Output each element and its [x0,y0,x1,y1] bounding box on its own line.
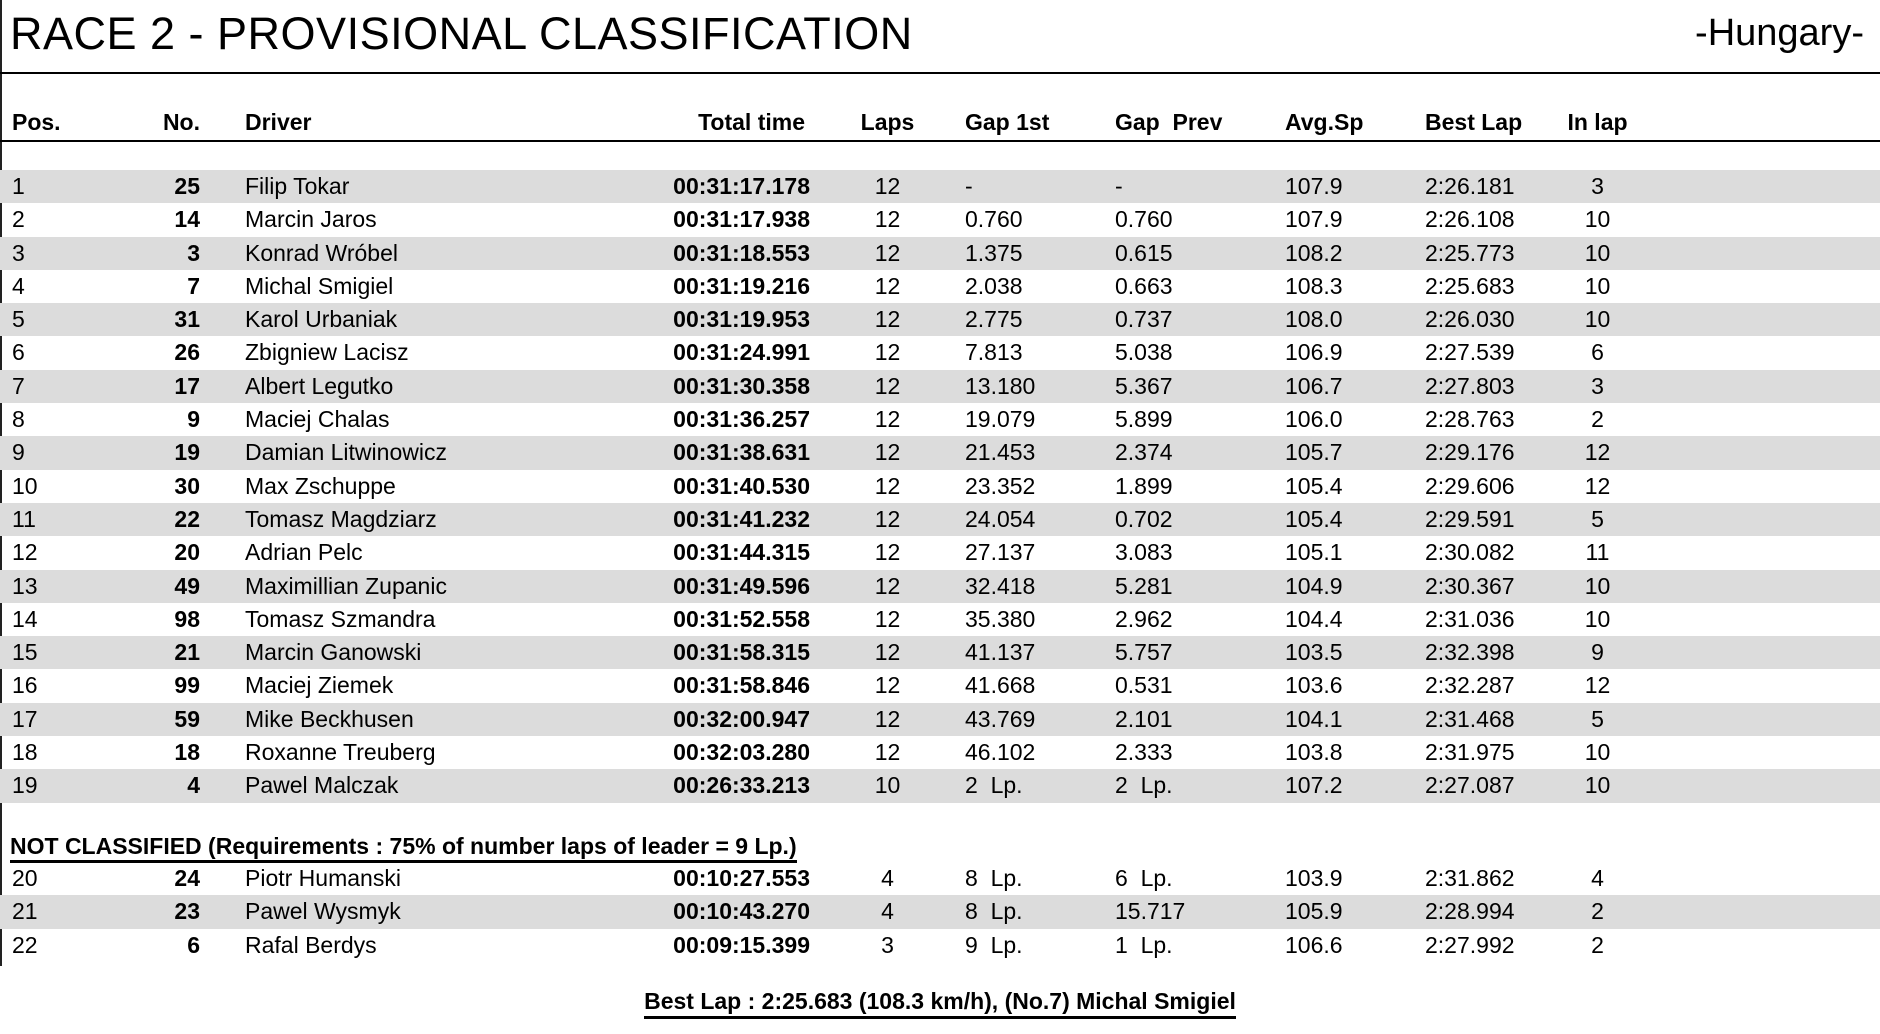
cell-inlap: 10 [1584,739,1611,766]
cell-no: 59 [174,705,200,732]
cell-gap1: 13.180 [965,372,1036,399]
cell-total: 00:31:17.938 [673,206,810,233]
cell-best: 2:27.803 [1425,372,1515,399]
cell-avg: 107.9 [1285,206,1343,233]
cell-laps: 12 [874,539,901,566]
cell-avg: 107.9 [1285,173,1343,199]
cell-driver: Damian Litwinowicz [245,439,447,466]
col-header-pos: Pos. [12,109,61,135]
cell-pos: 20 [12,865,38,891]
cell-pos: 11 [12,505,36,532]
cell-pos: 1 [12,173,25,199]
cell-gapp: 5.367 [1115,372,1173,399]
cell-total: 00:10:43.270 [673,898,810,925]
cell-no: 4 [187,772,200,799]
cell-inlap: 10 [1584,605,1611,632]
cell-best: 2:32.287 [1425,672,1515,699]
cell-avg: 103.6 [1285,672,1343,699]
cell-laps: 4 [881,865,894,891]
cell-total: 00:31:52.558 [673,605,810,632]
cell-total: 00:31:36.257 [673,406,810,433]
cell-inlap: 10 [1584,206,1611,233]
table-row [0,370,1880,403]
cell-total: 00:31:38.631 [673,439,810,466]
cell-total: 00:31:17.178 [673,173,810,199]
cell-avg: 106.9 [1285,339,1343,366]
not-classified-rows [0,862,1880,962]
cell-best: 2:30.082 [1425,539,1515,566]
col-header-in-lap: In lap [1567,109,1628,135]
table-row [0,570,1880,603]
cell-gap1: 2 Lp. [965,772,1023,799]
cell-pos: 16 [12,672,38,699]
cell-gapp: 5.899 [1115,406,1173,433]
cell-avg: 108.3 [1285,272,1343,299]
col-header-laps: Laps [860,109,915,135]
cell-pos: 14 [12,605,38,632]
cell-laps: 12 [874,672,901,699]
cell-inlap: 12 [1584,439,1611,466]
cell-total: 00:31:44.315 [673,539,810,566]
cell-avg: 106.6 [1285,931,1343,958]
header-divider-line [0,140,1880,142]
cell-inlap: 10 [1584,239,1611,266]
cell-gap1: 32.418 [965,572,1036,599]
cell-driver: Mike Beckhusen [245,705,414,732]
cell-laps: 12 [874,406,901,433]
cell-avg: 105.1 [1285,539,1343,566]
best-lap-text: Best Lap : 2:25.683 (108.3 km/h), (No.7) Michal Smigiel [644,988,1236,1019]
cell-pos: 19 [12,772,38,799]
cell-inlap: 3 [1591,372,1604,399]
cell-pos: 3 [12,239,25,266]
cell-gapp: - [1115,173,1123,199]
cell-inlap: 12 [1584,472,1611,499]
cell-filler [1640,669,1880,703]
cell-filler [1640,862,1880,896]
table-row [0,503,1880,536]
cell-laps: 12 [874,206,901,233]
cell-laps: 12 [874,639,901,666]
table-row [0,336,1880,369]
cell-laps: 12 [874,439,901,466]
cell-best: 2:31.468 [1425,705,1515,732]
cell-total: 00:31:58.315 [673,639,810,666]
cell-gapp: 5.757 [1115,639,1173,666]
cell-total: 00:31:40.530 [673,472,810,499]
cell-filler [1640,470,1880,504]
cell-gapp: 2.101 [1115,705,1173,732]
cell-laps: 12 [874,272,901,299]
cell-inlap: 10 [1584,306,1611,333]
table-row [0,929,1880,962]
table-row [0,470,1880,503]
cell-driver: Max Zschuppe [245,472,396,499]
cell-best: 2:25.683 [1425,272,1515,299]
cell-gapp: 3.083 [1115,539,1173,566]
cell-no: 23 [174,898,200,925]
cell-driver: Albert Legutko [245,372,394,399]
cell-gap1: - [965,173,973,199]
cell-inlap: 2 [1591,406,1604,433]
cell-gap1: 35.380 [965,605,1036,632]
cell-gapp: 5.281 [1115,572,1173,599]
cell-no: 26 [174,339,200,366]
cell-laps: 12 [874,572,901,599]
table-row [0,170,1880,203]
cell-avg: 106.0 [1285,406,1343,433]
cell-best: 2:30.367 [1425,572,1515,599]
cell-total: 00:31:24.991 [673,339,810,366]
cell-best: 2:31.036 [1425,605,1515,632]
cell-no: 20 [174,539,200,566]
col-header-filler [1640,106,1880,138]
cell-driver: Zbigniew Lacisz [245,339,409,366]
cell-gapp: 6 Lp. [1115,865,1173,891]
cell-total: 00:32:00.947 [673,705,810,732]
cell-laps: 4 [881,898,894,925]
cell-filler [1640,170,1880,204]
cell-no: 25 [174,173,200,199]
cell-avg: 105.9 [1285,898,1343,925]
cell-laps: 12 [874,705,901,732]
cell-gap1: 21.453 [965,439,1036,466]
cell-laps: 12 [874,472,901,499]
table-row [0,603,1880,636]
cell-best: 2:31.975 [1425,739,1515,766]
cell-driver: Tomasz Szmandra [245,605,436,632]
table-row [0,403,1880,436]
cell-best: 2:29.591 [1425,505,1515,532]
cell-driver: Maximillian Zupanic [245,572,447,599]
cell-driver: Filip Tokar [245,173,350,199]
cell-best: 2:25.773 [1425,239,1515,266]
cell-driver: Piotr Humanski [245,865,401,891]
cell-no: 14 [174,206,200,233]
cell-inlap: 3 [1591,173,1604,199]
cell-gapp: 2.333 [1115,739,1173,766]
cell-pos: 7 [12,372,25,399]
cell-filler [1640,303,1880,337]
cell-inlap: 10 [1584,572,1611,599]
table-row [0,895,1880,928]
cell-laps: 10 [874,772,901,799]
cell-filler [1640,570,1880,604]
cell-total: 00:09:15.399 [673,931,810,958]
cell-no: 3 [187,239,200,266]
cell-driver: Roxanne Treuberg [245,739,436,766]
cell-filler [1640,237,1880,271]
cell-filler [1640,370,1880,404]
cell-filler [1640,703,1880,737]
table-row [0,669,1880,702]
cell-gapp: 2.962 [1115,605,1173,632]
cell-gap1: 9 Lp. [965,931,1023,958]
cell-pos: 13 [12,572,38,599]
cell-pos: 12 [12,539,38,566]
cell-gap1: 46.102 [965,739,1036,766]
page-title: RACE 2 - PROVISIONAL CLASSIFICATION [10,8,913,59]
cell-avg: 105.7 [1285,439,1343,466]
cell-laps: 12 [874,239,901,266]
cell-gapp: 0.760 [1115,206,1173,233]
cell-best: 2:27.087 [1425,772,1515,799]
cell-gap1: 27.137 [965,539,1036,566]
cell-inlap: 2 [1591,931,1604,958]
not-classified-heading-text: NOT CLASSIFIED (Requirements : 75% of number laps of leader = 9 Lp.) [10,833,797,863]
cell-gapp: 0.615 [1115,239,1173,266]
table-row [0,862,1880,895]
table-row [0,203,1880,236]
cell-no: 19 [174,439,200,466]
cell-pos: 17 [12,705,38,732]
cell-total: 00:31:18.553 [673,239,810,266]
cell-best: 2:27.539 [1425,339,1515,366]
cell-gapp: 15.717 [1115,898,1186,925]
cell-driver: Michal Smigiel [245,272,394,299]
cell-pos: 15 [12,639,38,666]
table-header-row [0,106,1880,138]
cell-total: 00:31:41.232 [673,505,810,532]
cell-avg: 104.4 [1285,605,1343,632]
cell-driver: Karol Urbaniak [245,306,398,333]
col-header-best-lap: Best Lap [1425,109,1523,135]
table-row [0,303,1880,336]
cell-no: 18 [174,739,200,766]
cell-inlap: 11 [1585,539,1610,566]
title-bar [10,2,1864,66]
cell-gap1: 7.813 [965,339,1023,366]
cell-best: 2:28.994 [1425,898,1515,925]
cell-filler [1640,636,1880,670]
cell-laps: 3 [881,931,894,958]
cell-gapp: 1.899 [1115,472,1173,499]
cell-laps: 12 [874,339,901,366]
cell-avg: 104.9 [1285,572,1343,599]
cell-total: 00:31:49.596 [673,572,810,599]
cell-gap1: 24.054 [965,505,1036,532]
cell-filler [1640,503,1880,537]
cell-driver: Tomasz Magdziarz [245,505,437,532]
cell-inlap: 6 [1591,339,1604,366]
cell-filler [1640,270,1880,304]
cell-avg: 103.5 [1285,639,1343,666]
table-row [0,769,1880,802]
cell-driver: Rafal Berdys [245,931,377,958]
cell-filler [1640,769,1880,803]
cell-best: 2:26.030 [1425,306,1515,333]
cell-inlap: 12 [1584,672,1611,699]
cell-filler [1640,536,1880,570]
cell-gapp: 0.702 [1115,505,1173,532]
cell-pos: 2 [12,206,25,233]
classified-rows [0,170,1880,803]
cell-gapp: 5.038 [1115,339,1173,366]
cell-laps: 12 [874,739,901,766]
cell-gap1: 41.137 [965,639,1036,666]
cell-gap1: 23.352 [965,472,1036,499]
cell-avg: 106.7 [1285,372,1343,399]
cell-inlap: 9 [1591,639,1604,666]
cell-best: 2:28.763 [1425,406,1515,433]
cell-no: 24 [174,865,200,891]
cell-pos: 21 [12,898,38,925]
cell-gapp: 2.374 [1115,439,1173,466]
cell-laps: 12 [874,605,901,632]
cell-pos: 4 [12,272,25,299]
cell-no: 99 [174,672,200,699]
cell-no: 30 [174,472,200,499]
cell-pos: 5 [12,306,25,333]
cell-filler [1640,929,1880,963]
cell-laps: 12 [874,306,901,333]
cell-avg: 108.0 [1285,306,1343,333]
cell-filler [1640,336,1880,370]
cell-no: 31 [174,306,200,333]
cell-avg: 105.4 [1285,472,1343,499]
cell-no: 21 [174,639,200,666]
cell-no: 6 [187,931,200,958]
cell-driver: Marcin Ganowski [245,639,422,666]
cell-inlap: 10 [1584,272,1611,299]
cell-pos: 10 [12,472,38,499]
cell-laps: 12 [874,505,901,532]
cell-gap1: 41.668 [965,672,1036,699]
cell-best: 2:32.398 [1425,639,1515,666]
cell-total: 00:31:30.358 [673,372,810,399]
event-location: -Hungary- [1695,12,1864,54]
cell-total: 00:31:19.216 [673,272,810,299]
cell-best: 2:31.862 [1425,865,1515,891]
cell-total: 00:32:03.280 [673,739,810,766]
cell-no: 22 [174,505,200,532]
col-header-avg-speed: Avg.Sp [1285,109,1364,135]
cell-gap1: 1.375 [965,239,1023,266]
table-row [0,237,1880,270]
cell-no: 7 [187,272,200,299]
col-header-gap-1st: Gap 1st [965,109,1050,135]
cell-filler [1640,403,1880,437]
col-header-no: No. [162,109,200,135]
cell-filler [1640,436,1880,470]
cell-best: 2:26.181 [1425,173,1515,199]
cell-driver: Konrad Wróbel [245,239,398,266]
best-lap-summary [0,988,1880,1015]
cell-no: 9 [187,406,200,433]
cell-gap1: 19.079 [965,406,1036,433]
cell-driver: Maciej Chalas [245,406,390,433]
cell-driver: Maciej Ziemek [245,672,394,699]
cell-inlap: 2 [1591,898,1604,925]
cell-avg: 107.2 [1285,772,1343,799]
cell-no: 49 [174,572,200,599]
cell-avg: 104.1 [1285,705,1343,732]
cell-best: 2:29.176 [1425,439,1515,466]
table-row [0,270,1880,303]
cell-total: 00:10:27.553 [673,865,810,891]
cell-avg: 103.9 [1285,865,1343,891]
col-header-driver: Driver [245,109,312,135]
col-header-gap-prev: Gap Prev [1115,109,1223,135]
table-row [0,703,1880,736]
cell-pos: 18 [12,739,38,766]
cell-no: 98 [174,605,200,632]
cell-filler [1640,895,1880,929]
cell-total: 00:31:58.846 [673,672,810,699]
cell-gapp: 1 Lp. [1115,931,1173,958]
cell-gapp: 0.531 [1115,672,1173,699]
cell-total: 00:31:19.953 [673,306,810,333]
table-row [0,536,1880,569]
cell-inlap: 5 [1591,505,1604,532]
cell-driver: Pawel Wysmyk [245,898,401,925]
cell-gapp: 0.663 [1115,272,1173,299]
cell-gap1: 8 Lp. [965,865,1023,891]
cell-avg: 103.8 [1285,739,1343,766]
cell-gap1: 0.760 [965,206,1023,233]
not-classified-heading [10,833,797,859]
cell-no: 17 [174,372,200,399]
cell-pos: 8 [12,406,25,433]
cell-best: 2:27.992 [1425,931,1515,958]
cell-gapp: 2 Lp. [1115,772,1173,799]
cell-driver: Adrian Pelc [245,539,363,566]
cell-filler [1640,736,1880,770]
cell-inlap: 5 [1591,705,1604,732]
cell-laps: 12 [874,173,901,199]
cell-pos: 22 [12,931,38,958]
cell-inlap: 10 [1584,772,1611,799]
cell-gap1: 43.769 [965,705,1036,732]
cell-pos: 6 [12,339,25,366]
cell-filler [1640,203,1880,237]
cell-driver: Pawel Malczak [245,772,399,799]
cell-driver: Marcin Jaros [245,206,377,233]
cell-pos: 9 [12,439,25,466]
cell-filler [1640,603,1880,637]
col-header-total-time: Total time [698,109,805,135]
cell-inlap: 4 [1591,865,1604,891]
cell-gap1: 2.038 [965,272,1023,299]
cell-best: 2:26.108 [1425,206,1515,233]
cell-avg: 108.2 [1285,239,1343,266]
cell-gap1: 2.775 [965,306,1023,333]
table-row [0,736,1880,769]
cell-total: 00:26:33.213 [673,772,810,799]
title-divider-line [0,72,1880,74]
cell-laps: 12 [874,372,901,399]
table-row [0,436,1880,469]
cell-gapp: 0.737 [1115,306,1173,333]
cell-avg: 105.4 [1285,505,1343,532]
cell-best: 2:29.606 [1425,472,1515,499]
cell-gap1: 8 Lp. [965,898,1023,925]
table-row [0,636,1880,669]
